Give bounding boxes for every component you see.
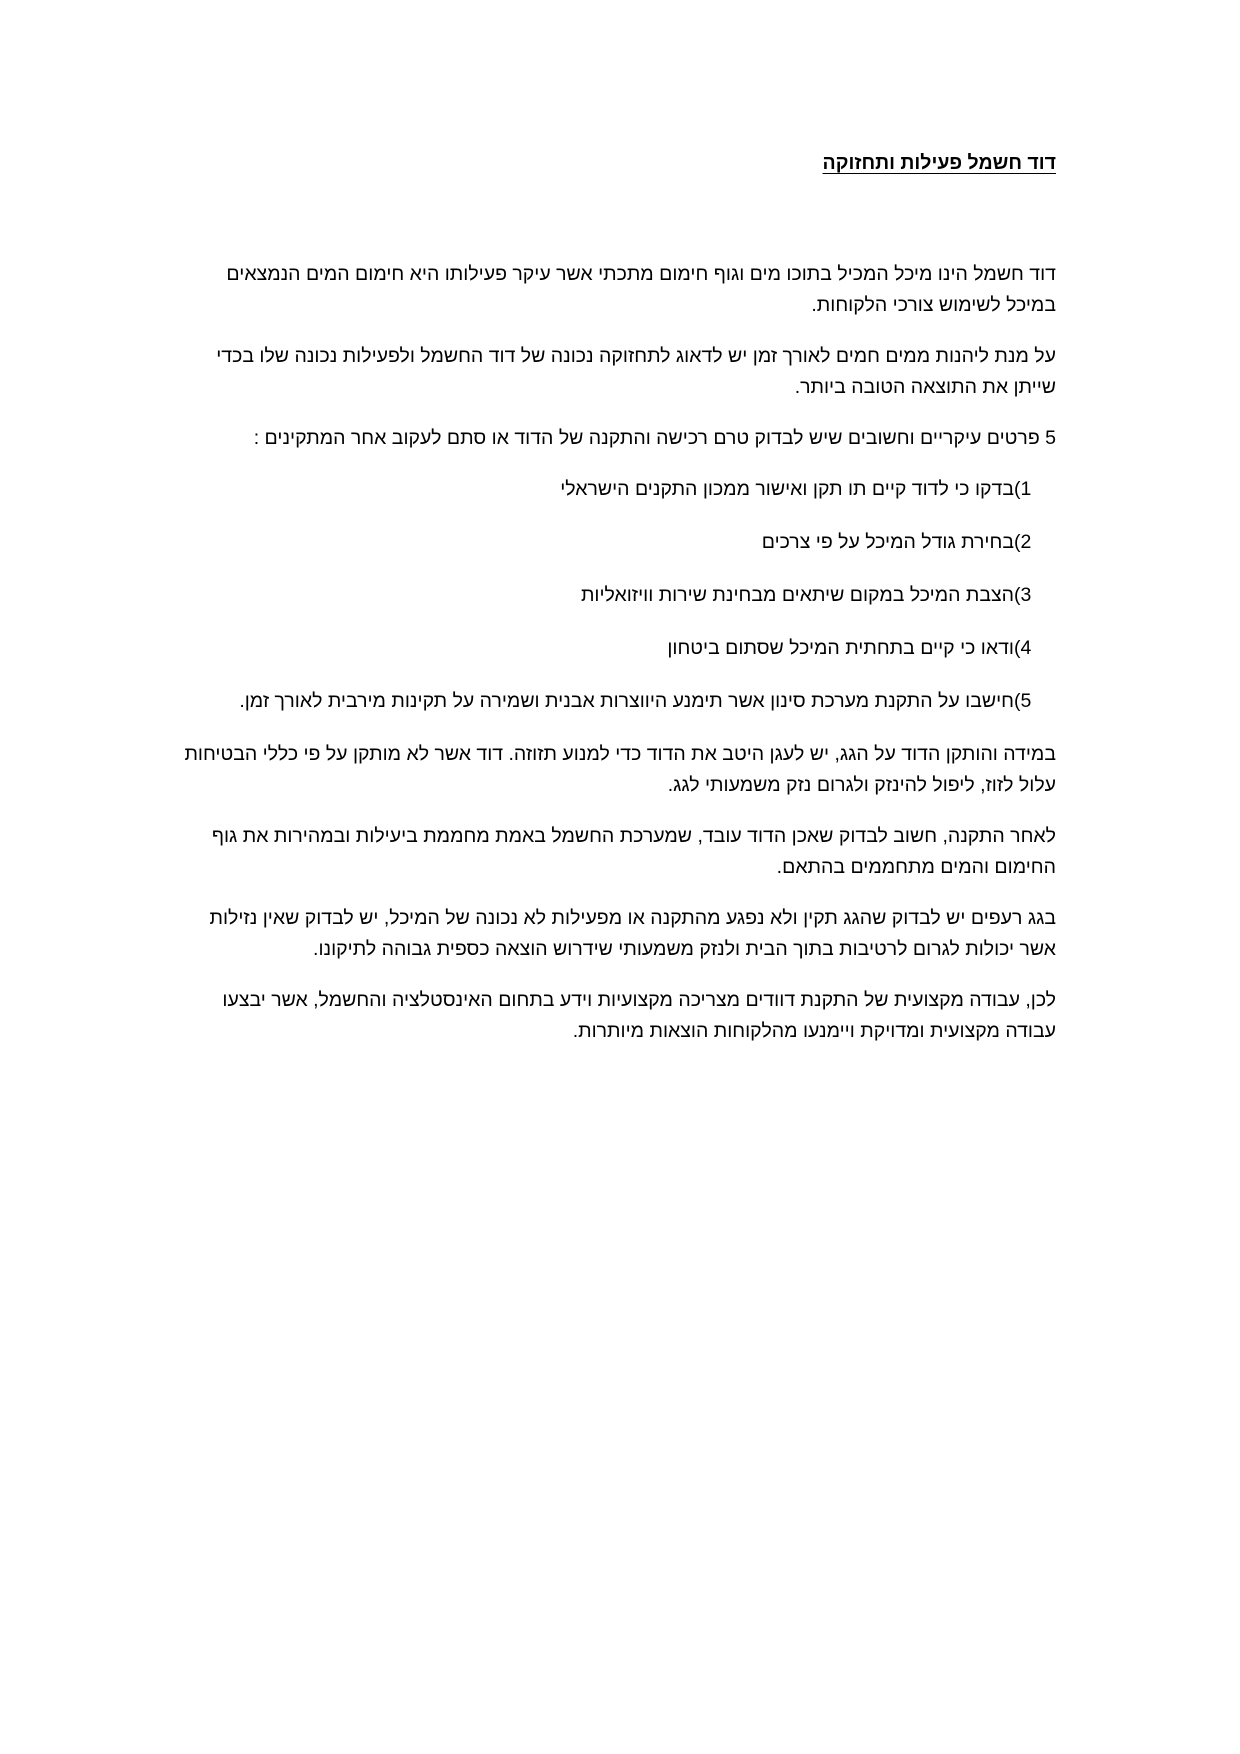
list-item	[176, 527, 1056, 558]
list-item-text: בחירת גודל המיכל על פי צרכים	[761, 531, 1014, 553]
list-item-number: (1	[1014, 478, 1032, 500]
list-item-text: בדקו כי לדוד קיים תו תקן ואישור ממכון התקנים הישראלי	[560, 478, 1014, 500]
list-item-text: הצבת המיכל במקום שיתאים מבחינת שירות וויזואליות	[580, 584, 1014, 606]
paragraph-definition: דוד חשמל הינו מיכל המכיל בתוכו מים וגוף חימום מתכתי אשר עיקר פעילותו היא חימום המים הנמצאים במיכל לשימוש צורכי הלקוחות.	[226, 263, 1056, 316]
list-intro: 5 פרטים עיקריים וחשובים שיש לבדוק טרם רכישה והתקנה של הדוד או סתם לעקוב אחר המתקינים :	[253, 427, 1056, 449]
paragraph-post-install-check: לאחר התקנה, חשוב לבדוק שאכן הדוד עובד, שמערכת החשמל באמת מחממת ביעילות ובמהירות את גוף החימום והמים מתחממים בהתאם.	[211, 825, 1056, 878]
list-item-number: (4	[1014, 637, 1032, 659]
document-title: דוד חשמל פעילות ותחזוקה	[822, 152, 1056, 174]
list-item-number: (2	[1014, 531, 1032, 553]
document-body	[176, 148, 1056, 1067]
paragraph-tile-roof: בגג רעפים יש לבדוק שהגג תקין ולא נפגע מהתקנה או מפעילות לא נכונה של המיכל, יש לבדוק שאין נזילות אשר יכולות לגרום לרטיבות בתוך הבית ולנזק משמעותי שידרוש הוצאה כספית גבוהה לתיקונו.	[209, 907, 1056, 960]
paragraph-maintenance: על מנת ליהנות ממים חמים לאורך זמן יש לדאוג לתחזוקה נכונה של דוד החשמל ולפעילות נכונה שלו בכדי שייתן את התוצאה הטובה ביותר.	[216, 345, 1056, 398]
list-item	[176, 686, 1056, 717]
paragraph-roof-anchoring: במידה והותקן הדוד על הגג, יש לעגן היטב את הדוד כדי למנוע תזוזה. דוד אשר לא מותקן על פי כללי הבטיחות עלול לזוז, ליפול להינזק ולגרום נזק משמעותי לגג.	[184, 743, 1056, 796]
list-item	[176, 633, 1056, 664]
list-item-number: (3	[1014, 584, 1032, 606]
list-item-text: ודאו כי קיים בתחתית המיכל שסתום ביטחון	[667, 637, 1014, 659]
checklist	[176, 474, 1056, 717]
list-item	[176, 580, 1056, 611]
list-item-number: (5	[1014, 690, 1032, 712]
list-item	[176, 474, 1056, 505]
list-item-text: חישבו על התקנת מערכת סינון אשר תימנע היווצרות אבנית ושמירה על תקינות מירבית לאורך זמן.	[239, 690, 1014, 712]
paragraph-conclusion: לכן, עבודה מקצועית של התקנת דוודים מצריכה מקצועיות וידע בתחום האינסטלציה והחשמל, אשר יבצעו עבודה מקצועית ומדויקת ויימנעו מהלקוחות הוצאות מיותרות.	[222, 989, 1056, 1042]
